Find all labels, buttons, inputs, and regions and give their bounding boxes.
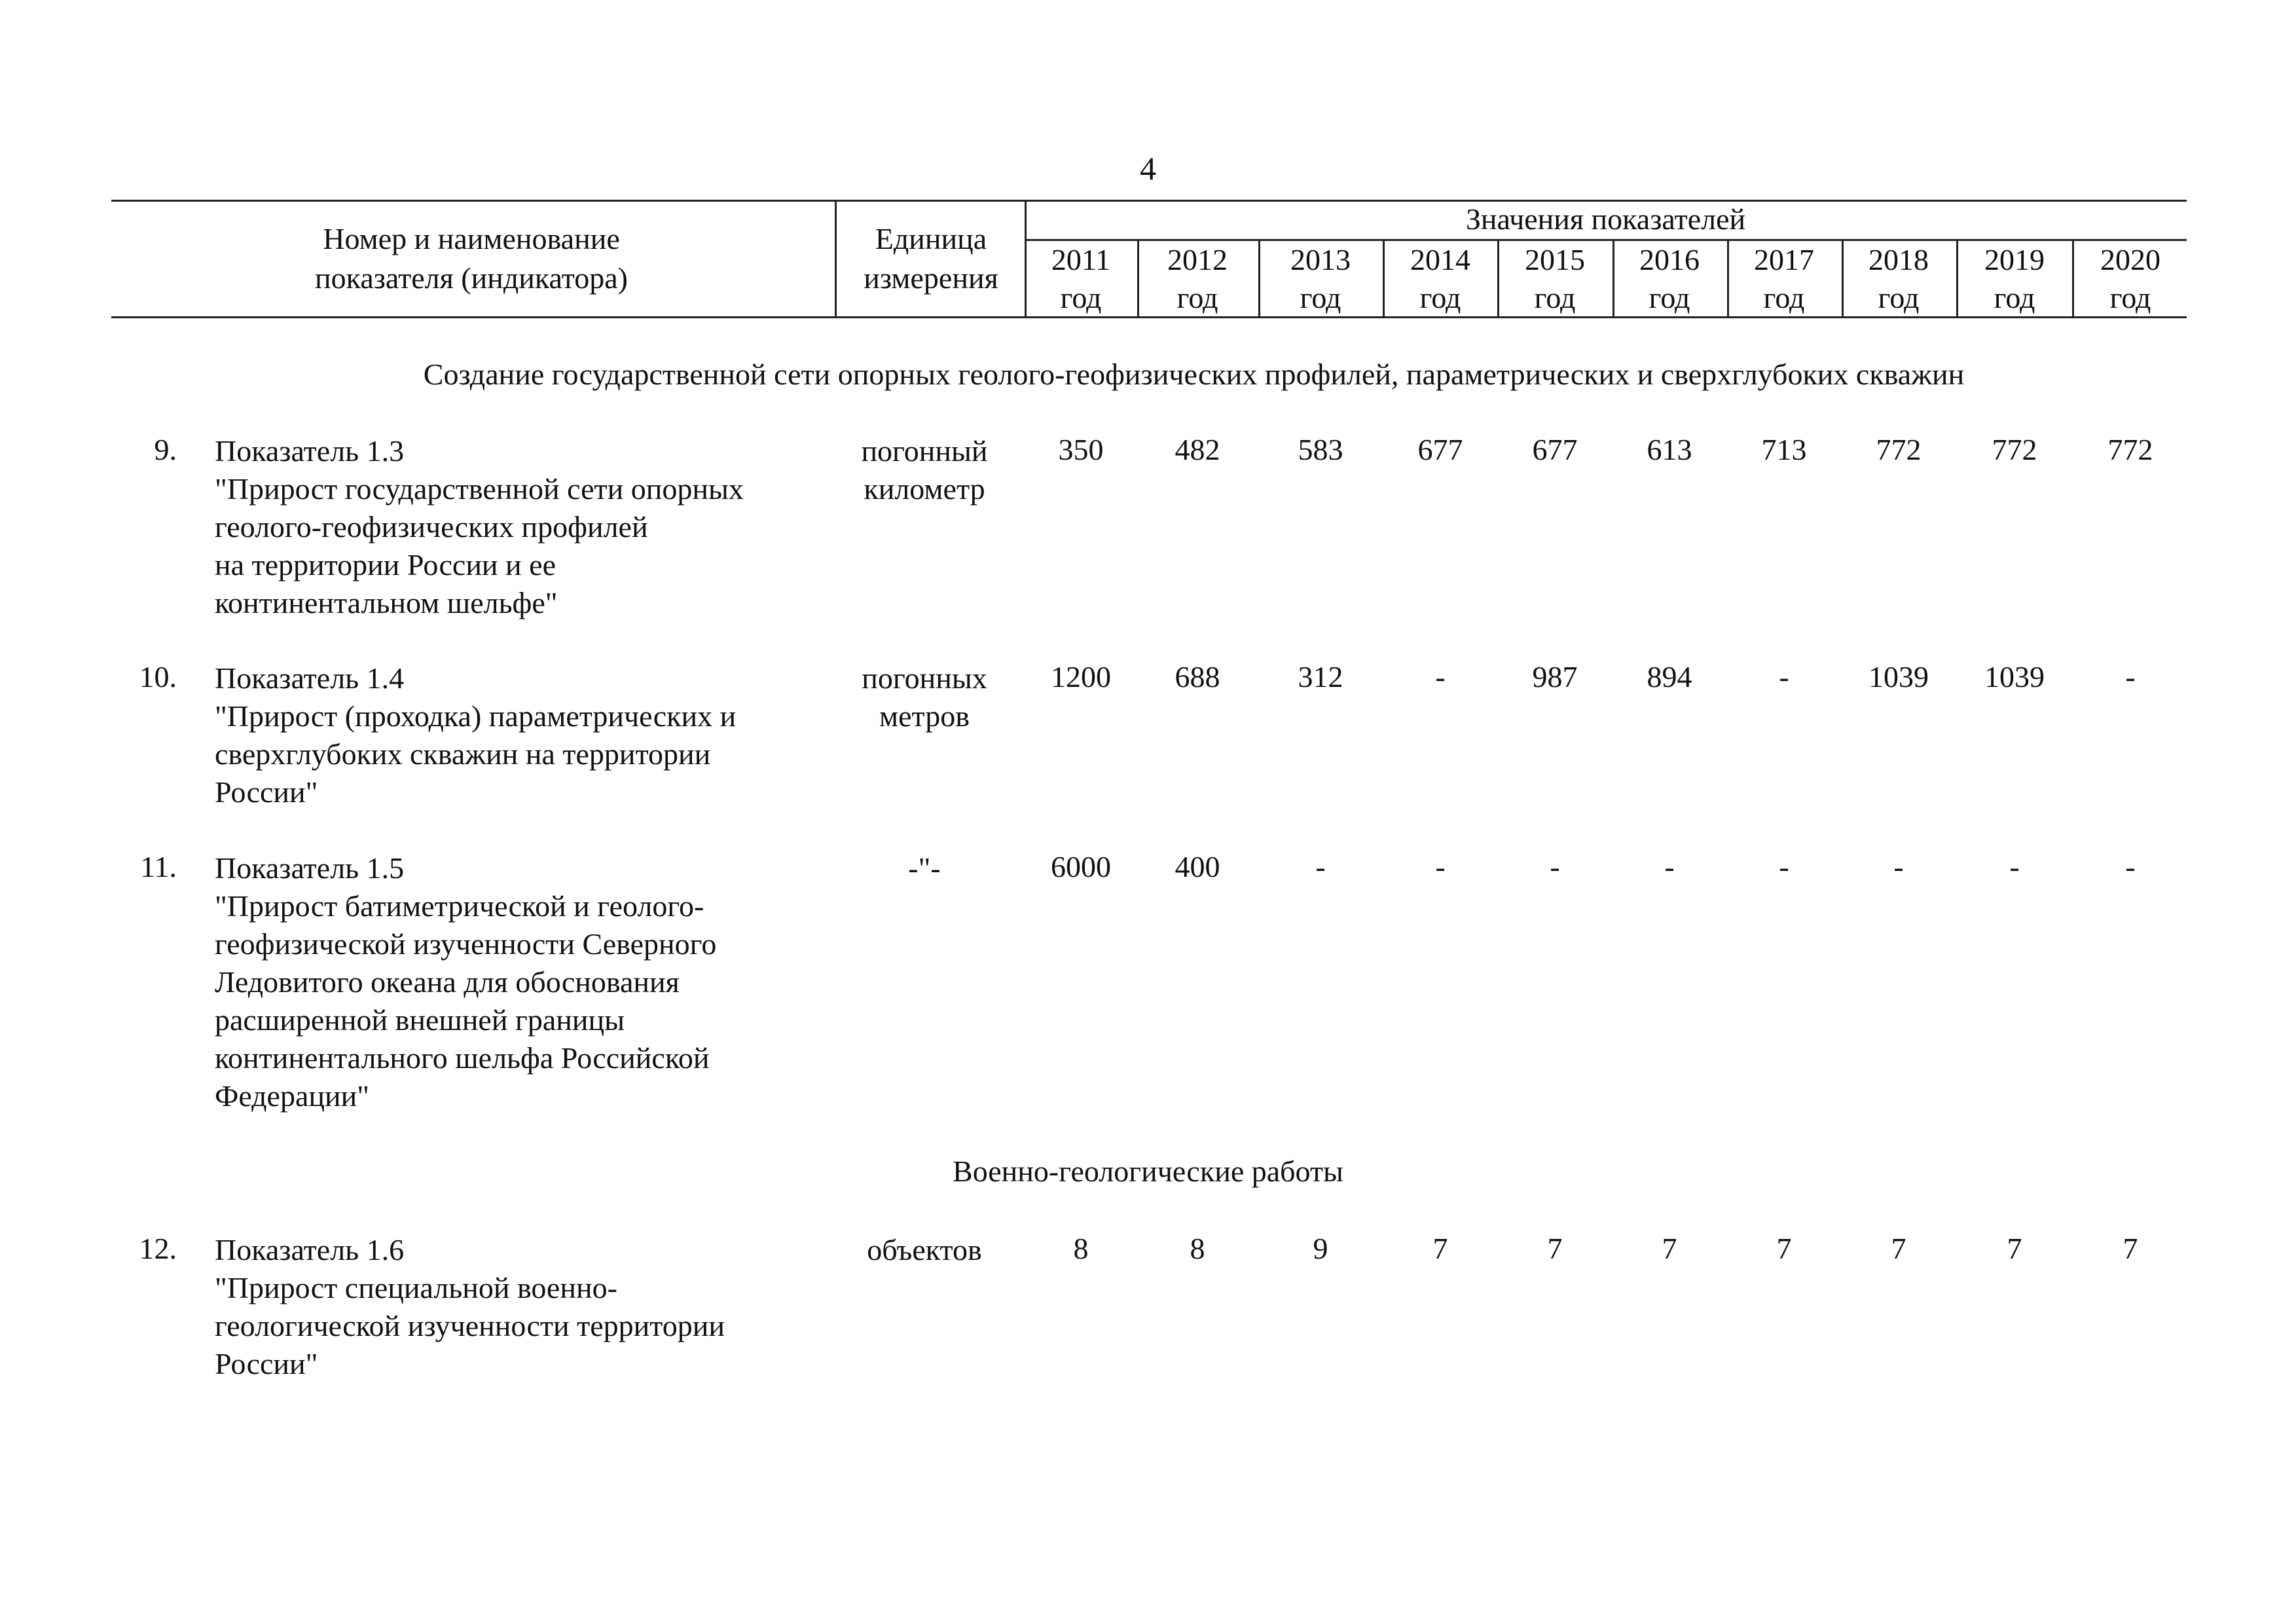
year-suffix: год bbox=[1419, 281, 1461, 314]
value-cell: 7 bbox=[2123, 1232, 2138, 1265]
value-cell: 400 bbox=[1175, 850, 1220, 883]
value-cell: 7 bbox=[2007, 1232, 2022, 1265]
indicator-line: сверхглубоких скважин на территории bbox=[215, 737, 711, 771]
year-label: 2017 bbox=[1754, 243, 1814, 276]
indicator-line: России" bbox=[215, 775, 318, 809]
year-header bbox=[1612, 241, 1727, 317]
header-unit-line: Единица bbox=[875, 222, 987, 255]
value-cell: 8 bbox=[1190, 1232, 1205, 1265]
value-cell: - bbox=[1435, 660, 1446, 693]
value-cell: - bbox=[1664, 850, 1675, 883]
indicator-line: "Прирост батиметрической и геолого- bbox=[215, 889, 704, 923]
value-cell: 987 bbox=[1532, 660, 1578, 693]
year-label: 2016 bbox=[1639, 243, 1700, 276]
year-suffix: год bbox=[1060, 281, 1102, 314]
year-suffix: год bbox=[1534, 281, 1576, 314]
section-heading: Создание государственной сети опорных геолого-геофизических профилей, параметрических и сверхглубоких скважин bbox=[423, 358, 1965, 391]
year-label: 2020 bbox=[2100, 243, 2160, 276]
col-divider-year bbox=[1258, 239, 1260, 318]
value-cell: - bbox=[1893, 850, 1904, 883]
year-suffix: год bbox=[1994, 281, 2035, 314]
indicator-name bbox=[215, 432, 837, 622]
year-header bbox=[1263, 241, 1378, 317]
value-cell: 7 bbox=[1662, 1232, 1677, 1265]
value-cell: 1039 bbox=[1868, 660, 1929, 693]
page-number: 4 bbox=[1140, 150, 1156, 187]
value-cell: 772 bbox=[2107, 433, 2153, 466]
value-cell: - bbox=[1435, 850, 1446, 883]
indicator-name bbox=[215, 659, 837, 811]
unit-cell bbox=[839, 849, 1010, 887]
unit-cell bbox=[839, 1231, 1010, 1269]
value-cell: 7 bbox=[1891, 1232, 1906, 1265]
value-cell: 7 bbox=[1547, 1232, 1563, 1265]
value-cell: - bbox=[1550, 850, 1560, 883]
indicator-line: континентального шельфа Российской bbox=[215, 1041, 710, 1075]
value-cell: 312 bbox=[1298, 660, 1343, 693]
indicator-line: Федерации" bbox=[215, 1079, 370, 1113]
year-suffix: год bbox=[1649, 281, 1690, 314]
value-cell: 482 bbox=[1175, 433, 1220, 466]
unit-line: погонный bbox=[861, 434, 988, 468]
row-number: 12. bbox=[139, 1232, 177, 1265]
value-cell: 1200 bbox=[1051, 660, 1111, 693]
indicator-line: "Прирост специальной военно- bbox=[215, 1271, 617, 1304]
value-cell: 688 bbox=[1175, 660, 1220, 693]
year-header bbox=[2073, 241, 2188, 317]
indicator-line: геофизической изученности Северного bbox=[215, 927, 717, 961]
year-label: 2011 bbox=[1051, 243, 1111, 276]
value-cell: - bbox=[2009, 850, 2020, 883]
indicator-line: геологической изученности территории bbox=[215, 1309, 725, 1342]
header-values-title: Значения показателей bbox=[1465, 202, 1746, 236]
year-suffix: год bbox=[1176, 281, 1218, 314]
row-number: 11. bbox=[140, 850, 177, 883]
header-name-line: Номер и наименование bbox=[323, 222, 620, 255]
value-cell: 583 bbox=[1298, 433, 1343, 466]
col-divider-name bbox=[835, 200, 837, 318]
header-name-column bbox=[210, 219, 733, 298]
indicator-line: Показатель 1.4 bbox=[215, 661, 405, 695]
unit-line: объектов bbox=[867, 1233, 982, 1266]
indicator-line: России" bbox=[215, 1347, 318, 1380]
unit-cell bbox=[839, 432, 1010, 508]
value-cell: 9 bbox=[1313, 1232, 1328, 1265]
indicator-line: Ледовитого океана для обоснования bbox=[215, 965, 680, 999]
year-suffix: год bbox=[1878, 281, 1920, 314]
unit-cell bbox=[839, 659, 1010, 735]
year-label: 2018 bbox=[1868, 243, 1929, 276]
indicator-line: геолого-геофизических профилей bbox=[215, 510, 648, 544]
value-cell: 613 bbox=[1647, 433, 1692, 466]
value-cell: 772 bbox=[1876, 433, 1922, 466]
indicator-line: "Прирост (проходка) параметрических и bbox=[215, 699, 737, 733]
value-cell: 713 bbox=[1761, 433, 1807, 466]
year-suffix: год bbox=[1300, 281, 1341, 314]
value-cell: 7 bbox=[1776, 1232, 1792, 1265]
year-label: 2012 bbox=[1167, 243, 1228, 276]
value-cell: 894 bbox=[1647, 660, 1692, 693]
year-suffix: год bbox=[2109, 281, 2151, 314]
indicator-name bbox=[215, 849, 837, 1115]
value-cell: - bbox=[2125, 850, 2136, 883]
value-cell: - bbox=[1779, 850, 1789, 883]
unit-line: -"- bbox=[908, 851, 941, 885]
header-name-line: показателя (индикатора) bbox=[315, 261, 628, 295]
year-suffix: год bbox=[1763, 281, 1805, 314]
value-cell: 772 bbox=[1992, 433, 2037, 466]
value-cell: 8 bbox=[1073, 1232, 1089, 1265]
indicator-line: Показатель 1.5 bbox=[215, 851, 405, 885]
value-cell: 6000 bbox=[1051, 850, 1111, 883]
unit-line: погонных bbox=[862, 661, 987, 695]
header-unit-column bbox=[839, 219, 1023, 298]
year-header bbox=[1497, 241, 1613, 317]
year-header bbox=[1957, 241, 2072, 317]
year-header bbox=[1841, 241, 1956, 317]
value-cell: - bbox=[2125, 660, 2136, 693]
header-unit-line: измерения bbox=[864, 261, 998, 295]
value-cell: - bbox=[1315, 850, 1326, 883]
row-number: 10. bbox=[139, 660, 177, 693]
unit-line: километр bbox=[864, 472, 985, 506]
year-header bbox=[1383, 241, 1498, 317]
year-header bbox=[1726, 241, 1842, 317]
value-cell: 677 bbox=[1532, 433, 1578, 466]
year-label: 2015 bbox=[1525, 243, 1585, 276]
indicator-line: Показатель 1.6 bbox=[215, 1233, 405, 1266]
year-label: 2013 bbox=[1290, 243, 1351, 276]
row-number: 9. bbox=[154, 433, 177, 466]
year-header bbox=[1023, 241, 1139, 317]
unit-line: метров bbox=[879, 699, 970, 733]
indicator-line: Показатель 1.3 bbox=[215, 434, 405, 468]
value-cell: 350 bbox=[1058, 433, 1104, 466]
value-cell: 1039 bbox=[1984, 660, 2045, 693]
year-header bbox=[1140, 241, 1255, 317]
value-cell: 677 bbox=[1417, 433, 1463, 466]
section-heading: Военно-геологические работы bbox=[953, 1154, 1343, 1188]
indicator-line: расширенной внешней границы bbox=[215, 1003, 625, 1037]
value-cell: - bbox=[1779, 660, 1789, 693]
year-label: 2014 bbox=[1410, 243, 1470, 276]
indicator-name bbox=[215, 1231, 837, 1383]
indicator-line: "Прирост государственной сети опорных bbox=[215, 472, 744, 506]
indicator-line: континентальном шельфе" bbox=[215, 586, 558, 619]
value-cell: 7 bbox=[1432, 1232, 1448, 1265]
indicator-line: на территории России и ее bbox=[215, 548, 556, 581]
year-label: 2019 bbox=[1984, 243, 2045, 276]
